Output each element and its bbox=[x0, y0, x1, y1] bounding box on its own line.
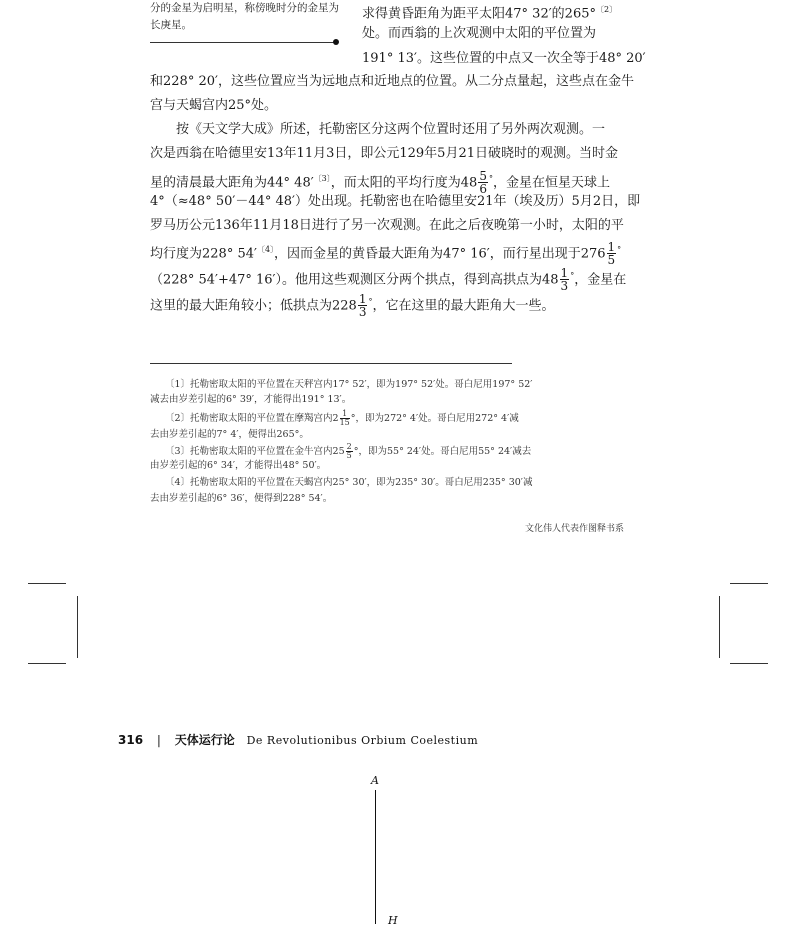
page-number: 316 bbox=[118, 733, 144, 747]
crop-mark-left-vertical bbox=[77, 596, 78, 658]
footnote-4-line-1: 〔4〕托勒密取太阳的平位置在天蝎宫内25° 30′，即为235° 30′。哥白尼用235° 30′减 bbox=[165, 477, 533, 488]
diagram-vertical-line bbox=[375, 790, 376, 924]
body-line-6: 按《天文学大成》所述，托勒密区分这两个位置时还用了另外两次观测。一 bbox=[176, 122, 606, 137]
crop-mark-bottom-left bbox=[28, 663, 66, 664]
book-title-latin: De Revolutionibus Orbium Coelestium bbox=[246, 734, 479, 747]
diagram-label-a: A bbox=[371, 774, 379, 787]
body-line-7: 次是西翁在哈德里安13年11月3日，即公元129年5月21日破晓时的观测。当时金 bbox=[150, 146, 618, 161]
crop-mark-top-left bbox=[28, 583, 66, 584]
fraction-1-3-a: $\frac{1}{3}$ bbox=[560, 266, 569, 294]
crop-mark-top-right bbox=[730, 583, 768, 584]
body-line-10: 罗马历公元136年11月18日进行了另一次观测。在此之后夜晚第一小时，太阳的平 bbox=[150, 218, 624, 233]
body-line-9: 4°（≈48° 50′－44° 48′）处出现。托勒密也在哈德里安21年（埃及历）5月2日，即 bbox=[150, 194, 641, 209]
crop-mark-bottom-right bbox=[730, 663, 768, 664]
footnote-3-line-2: 由岁差引起的6° 34′，才能得出48° 50′。 bbox=[150, 460, 327, 471]
footnote-ref-2[interactable]: 〔2〕 bbox=[595, 5, 618, 14]
footnote-rule bbox=[150, 363, 512, 364]
crop-mark-right-vertical bbox=[719, 596, 720, 658]
footnote-ref-4[interactable]: 〔4〕 bbox=[256, 245, 275, 254]
side-note-dot bbox=[333, 39, 339, 45]
body-line-12: （228° 54′+47° 16′）。他用这些观测区分两个拱点，得到高拱点为48 $\frac{1}{3}$ °，金星在 bbox=[150, 266, 627, 294]
footnote-1-line-1: 〔1〕托勒密取太阳的平位置在天秤宫内17° 52′，即为197° 52′处。哥白尼用197° 52′ bbox=[165, 379, 533, 390]
fraction-1-5: $\frac{1}{5}$ bbox=[607, 240, 616, 268]
body-line-4: 和228° 20′，这些位置应当为远地点和近地点的位置。从二分点量起，这些点在金牛 bbox=[150, 74, 634, 89]
body-line-8: 星的清晨最大距角为44° $48'^{〔3〕}$，而太阳的平均行度为48 $\frac{5}{6}$ °，金星在恒星天球上 bbox=[150, 169, 610, 197]
footnote-1-line-2: 减去由岁差引起的6° 39′，才能得出191° 13′。 bbox=[150, 394, 352, 405]
body-line-3: 191° 13′。这些位置的中点又一次全等于48° 20′ bbox=[362, 51, 646, 66]
running-head bbox=[118, 731, 478, 748]
series-name: 文化伟人代表作图释书系 bbox=[524, 524, 624, 534]
running-head-separator: | bbox=[156, 733, 161, 747]
book-title-cn: 天体运行论 bbox=[174, 733, 235, 747]
side-note-rule bbox=[150, 42, 336, 43]
footnote-3-line-1: 〔3〕托勒密取太阳的平位置在金牛宫内25 $\frac{2}{5}$ °，即为55° 24′处。哥白尼用55° 24′减去 bbox=[165, 442, 532, 460]
footnote-2-line-1: 〔2〕托勒密取太阳的平位置在摩羯宫内2 $\frac{1}{15}$ °，即为272° 4′处。哥白尼用272° 4′减 bbox=[165, 409, 519, 427]
footnote-4-line-2: 去由岁差引起的6° 36′，便得到228° 54′。 bbox=[150, 493, 333, 504]
body-line-2: 处。而西翁的上次观测中太阳的平位置为 bbox=[362, 26, 597, 41]
fraction-5-6: $\frac{5}{6}$ bbox=[479, 169, 487, 197]
body-line-13: 这里的最大距角较小；低拱点为228 $\frac{1}{3}$ °，它在这里的最大距角大一些。 bbox=[150, 292, 555, 320]
footnote-fraction-2-5: $\frac{2}{5}$ bbox=[346, 442, 352, 460]
side-note: 分的金星为启明星，称傍晚时分的金星为长庚星。 bbox=[150, 2, 339, 31]
body-line-5: 宫与天蝎宫内25°处。 bbox=[150, 98, 278, 113]
fraction-1-3-b: $\frac{1}{3}$ bbox=[358, 292, 367, 320]
body-line-1: 求得黄昏距角为距平太阳47° 32′的265°$^{〔2〕}$ bbox=[362, 5, 618, 22]
diagram-label-h: H bbox=[388, 914, 398, 927]
footnote-ref-3[interactable]: 〔3〕 bbox=[313, 174, 331, 183]
body-line-11: 均行度为228° $54'^{〔4〕}$，因而金星的黄昏最大距角为47° 16′，而行星出现于276 $\frac{1}{5}$ ° bbox=[150, 240, 622, 268]
footnote-fraction-1-15: $\frac{1}{15}$ bbox=[339, 409, 350, 427]
footnote-2-line-2: 去由岁差引起的7° 4′，便得出265°。 bbox=[150, 429, 309, 440]
